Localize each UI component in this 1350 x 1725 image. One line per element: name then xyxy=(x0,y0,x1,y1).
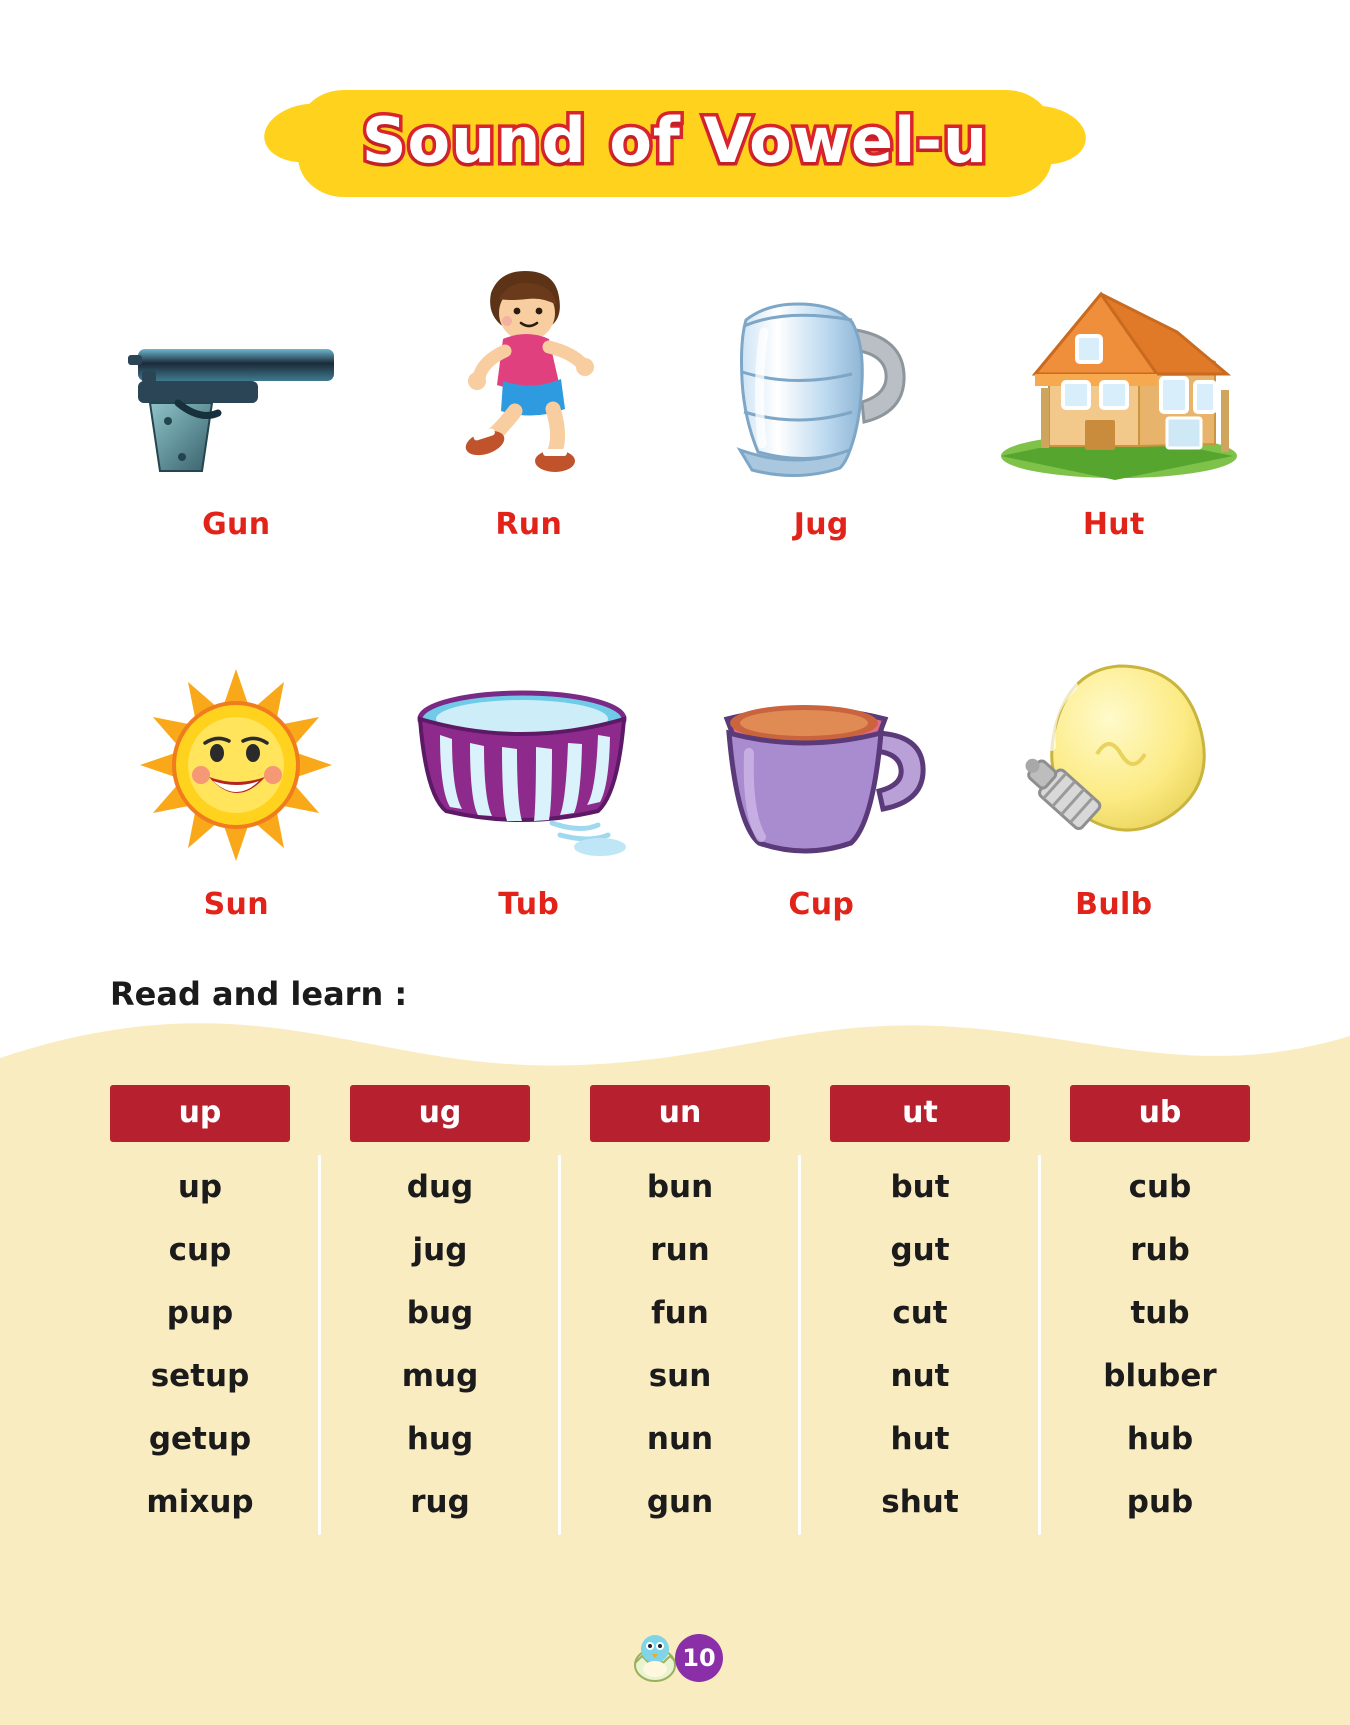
word-item: up xyxy=(177,1169,223,1205)
tub-icon xyxy=(388,630,671,865)
word-item: nun xyxy=(646,1421,714,1457)
word-item: tub xyxy=(1130,1295,1190,1331)
read-and-learn-heading: Read and learn : xyxy=(110,975,408,1013)
picture-cell-run xyxy=(388,250,671,542)
picture-label: Tub xyxy=(498,887,560,922)
page-number: 10 xyxy=(675,1634,723,1682)
word-table xyxy=(110,1085,1250,1534)
hut-icon xyxy=(973,250,1256,485)
picture-label: Hut xyxy=(1082,507,1145,542)
word-item: gun xyxy=(646,1484,714,1520)
word-item: rub xyxy=(1130,1232,1190,1268)
word-item: hug xyxy=(406,1421,474,1457)
word-list xyxy=(110,1156,290,1534)
sun-icon xyxy=(95,630,378,865)
word-item: run xyxy=(650,1232,710,1268)
word-item: setup xyxy=(150,1358,250,1394)
word-item: shut xyxy=(881,1484,959,1520)
run-icon xyxy=(388,250,671,485)
picture-cell-sun xyxy=(95,630,378,922)
word-item: hub xyxy=(1126,1421,1194,1457)
title-banner-shape xyxy=(298,90,1052,197)
word-column-header: ub xyxy=(1070,1085,1250,1142)
picture-cell-cup xyxy=(680,630,963,922)
page-title-banner xyxy=(0,90,1350,197)
word-item: cup xyxy=(168,1232,232,1268)
page-footer xyxy=(0,1629,1350,1687)
gun-icon xyxy=(95,250,378,485)
word-column-ug xyxy=(350,1085,530,1534)
word-item: pup xyxy=(166,1295,234,1331)
word-item: fun xyxy=(651,1295,709,1331)
word-column-header: un xyxy=(590,1085,770,1142)
word-column-ut xyxy=(830,1085,1010,1534)
word-item: mug xyxy=(401,1358,479,1394)
word-item: jug xyxy=(412,1232,468,1268)
picture-label: Cup xyxy=(788,887,855,922)
word-item: nut xyxy=(890,1358,950,1394)
word-item: bun xyxy=(646,1169,714,1205)
picture-label: Run xyxy=(495,507,563,542)
word-column-header: ug xyxy=(350,1085,530,1142)
word-item: getup xyxy=(148,1421,252,1457)
word-list xyxy=(590,1156,770,1534)
word-list xyxy=(350,1156,530,1534)
picture-cell-gun xyxy=(95,250,378,542)
word-column-un xyxy=(590,1085,770,1534)
word-column-up xyxy=(110,1085,290,1534)
bulb-icon xyxy=(973,630,1256,865)
word-list xyxy=(830,1156,1010,1534)
word-item: mixup xyxy=(146,1484,254,1520)
picture-grid-row-1 xyxy=(95,250,1255,542)
picture-label: Bulb xyxy=(1075,887,1153,922)
picture-label: Gun xyxy=(202,507,271,542)
word-item: pub xyxy=(1126,1484,1194,1520)
word-item: cub xyxy=(1128,1169,1192,1205)
picture-cell-bulb xyxy=(973,630,1256,922)
picture-grid-row-2 xyxy=(95,630,1255,922)
cup-icon xyxy=(680,630,963,865)
word-item: bluber xyxy=(1103,1358,1217,1394)
word-item: dug xyxy=(406,1169,474,1205)
word-item: rug xyxy=(410,1484,470,1520)
jug-icon xyxy=(680,250,963,485)
word-item: but xyxy=(890,1169,950,1205)
word-item: sun xyxy=(648,1358,712,1394)
word-column-header: ut xyxy=(830,1085,1010,1142)
word-item: bug xyxy=(406,1295,474,1331)
word-item: gut xyxy=(890,1232,950,1268)
page-title: Sound of Vowel-u xyxy=(361,104,989,177)
word-item: hut xyxy=(890,1421,950,1457)
word-item: cut xyxy=(892,1295,948,1331)
picture-cell-jug xyxy=(680,250,963,542)
picture-label: Jug xyxy=(793,507,849,542)
picture-cell-tub xyxy=(388,630,671,922)
word-column-header: up xyxy=(110,1085,290,1142)
word-list xyxy=(1070,1156,1250,1534)
word-column-ub xyxy=(1070,1085,1250,1534)
picture-label: Sun xyxy=(203,887,269,922)
picture-cell-hut xyxy=(973,250,1256,542)
